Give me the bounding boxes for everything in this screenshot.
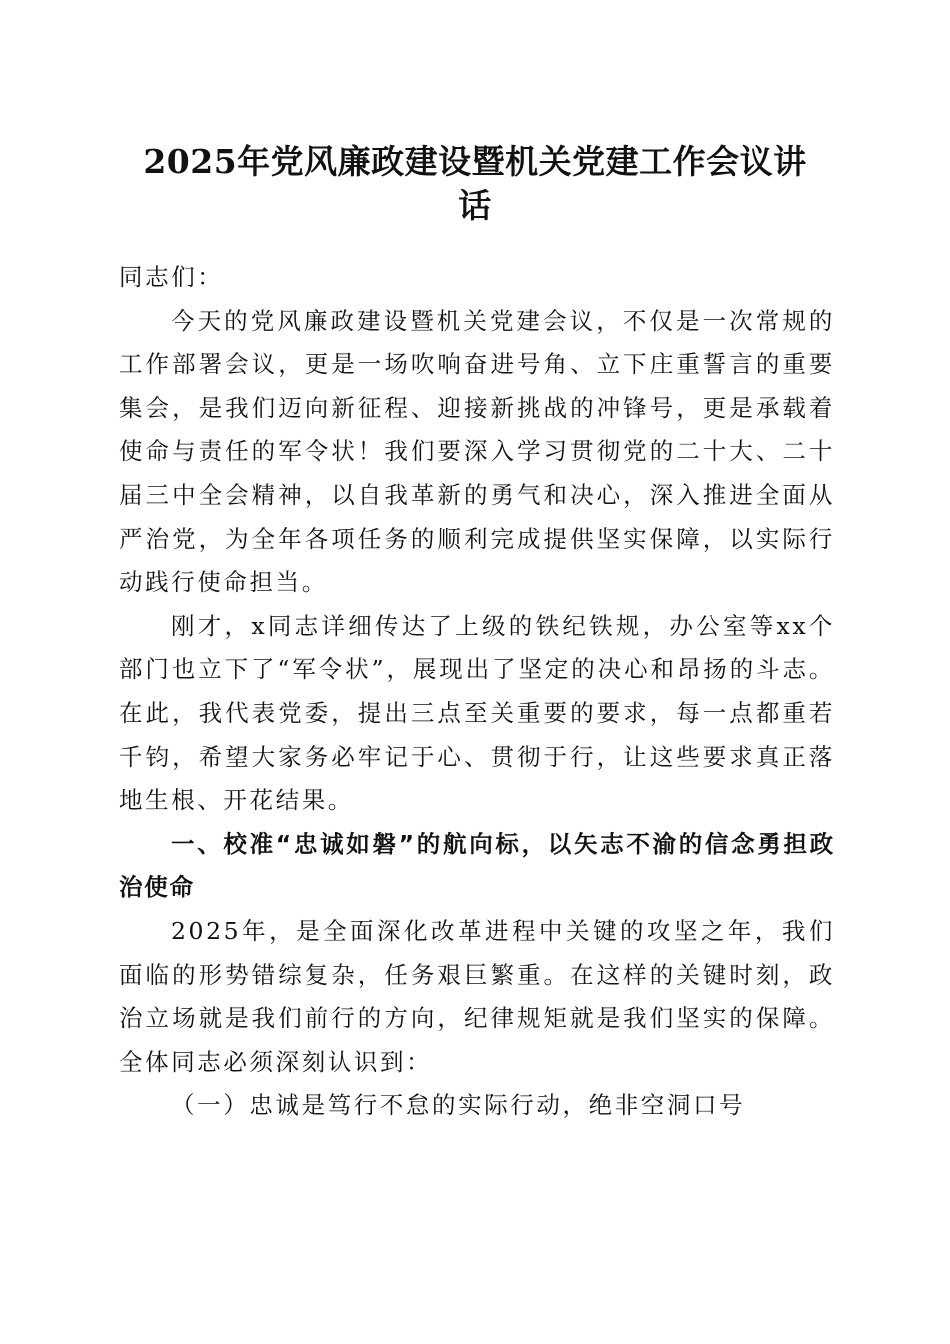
title-line-1: 2025年党风廉政建设暨机关党建工作会议讲: [143, 142, 807, 181]
title-line-2: 话: [458, 186, 492, 225]
paragraph-opening: 今天的党风廉政建设暨机关党建会议，不仅是一次常规的工作部署会议，更是一场吹响奋进号角、立下庄重誓言的重要集会，是我们迈向新征程、迎接新挑战的冲锋号，更是承载着使命与责任的军令状！我们要深入学习贯彻党的二十大、二十届三中全会精神，以自我革新的勇气和决心，深入推进全面从严治党，为全年各项任务的顺利完成提供坚实保障，以实际行动践行使命担当。: [119, 306, 835, 597]
paragraph-section-1: 2025年，是全面深化改革进程中关键的攻坚之年，我们面临的形势错综复杂，任务艰巨繁重。在这样的关键时刻，政治立场就是我们前行的方向，纪律规矩就是我们坚实的保障。全体同志必须深刻认识到：: [119, 916, 835, 1076]
document-title: [110, 140, 840, 228]
paragraph-requirements: 刚才，x同志详细传达了上级的铁纪铁规，办公室等xx个部门也立下了“军令状”，展现出了坚定的决心和昂扬的斗志。在此，我代表党委，提出三点至关重要的要求，每一点都重若千钧，希望大家务必牢记于心、贯彻于行，让这些要求真正落地生根、开花结果。: [119, 611, 835, 815]
document-body: [119, 256, 835, 1128]
salutation: 同志们：: [119, 263, 224, 291]
subheading-1: （一）忠诚是笃行不怠的实际行动，绝非空洞口号: [171, 1091, 746, 1120]
section-heading-1: 一、校准“忠诚如磐”的航向标，以矢志不渝的信念勇担政治使命: [119, 829, 835, 902]
